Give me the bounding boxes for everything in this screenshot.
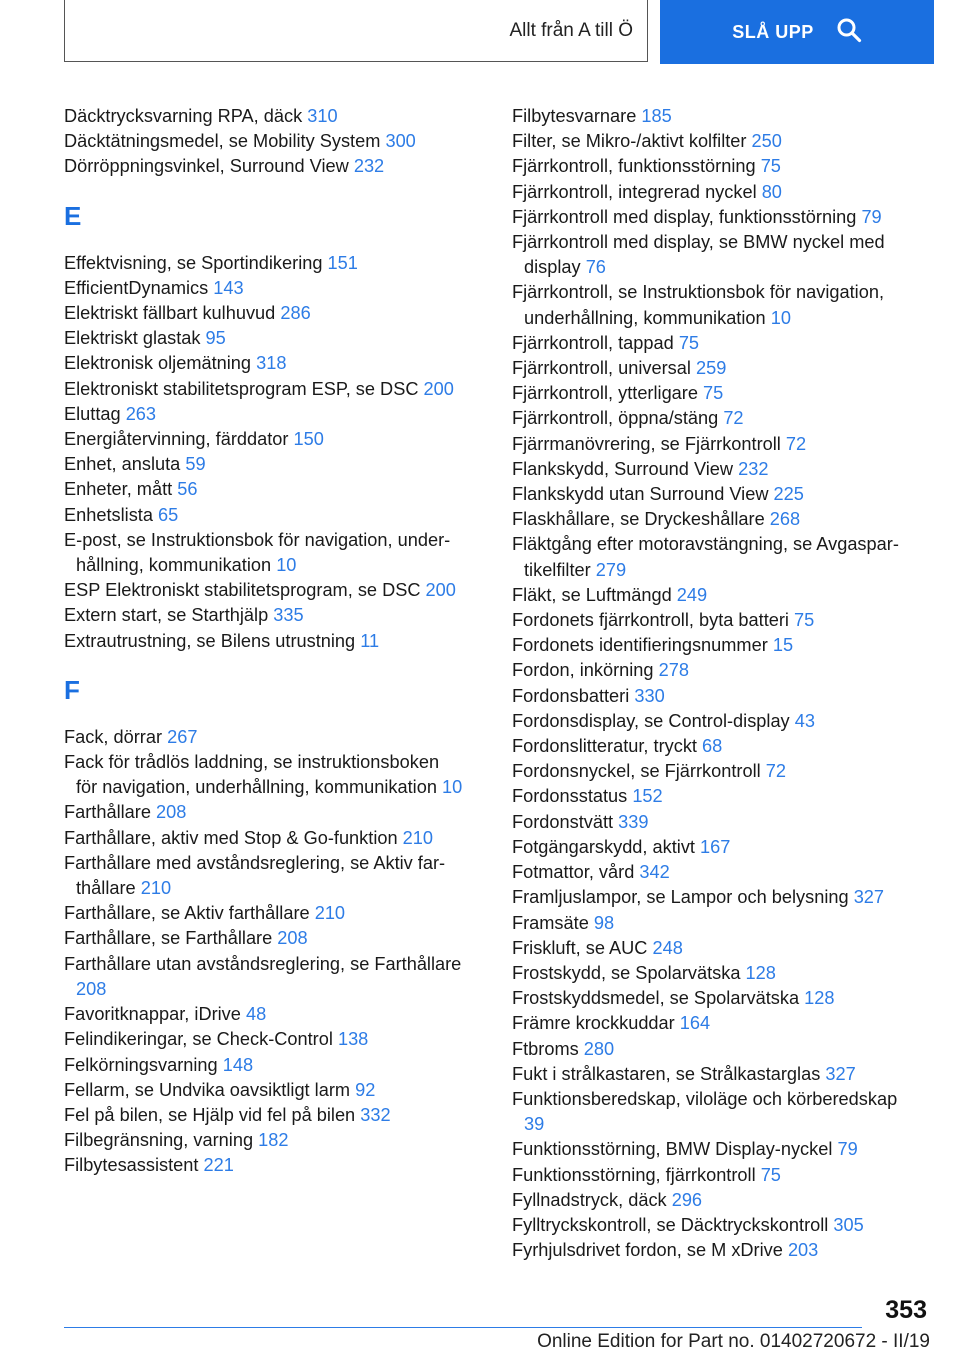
page-link[interactable]: 151 — [327, 252, 358, 273]
index-entry — [512, 684, 922, 709]
index-entry — [64, 1053, 464, 1078]
index-entry-text: Dörröppningsvinkel, Surround View — [64, 156, 349, 177]
index-entry — [64, 800, 464, 825]
index-entry — [64, 603, 464, 628]
page-link[interactable]: 76 — [585, 257, 606, 278]
index-entry-text: Elektroniskt stabilitetsprogram ESP, se DSC — [64, 378, 419, 399]
index-entry-text: Funktionsberedskap, viloläge och körberedskap — [512, 1088, 898, 1109]
index-entry — [64, 1078, 464, 1103]
index-entry-text: Fellarm, se Undvika oavsiktligt larm — [64, 1079, 351, 1100]
index-entry-text: Fotgängarskydd, aktivt — [512, 836, 695, 857]
index-entry — [512, 406, 922, 431]
index-entry — [512, 1163, 922, 1188]
index-entry — [64, 351, 464, 376]
page-link[interactable]: 267 — [167, 726, 198, 747]
footer-edition: Online Edition for Part no. 01402720672 - II/19 — [537, 1331, 930, 1352]
index-entry-text: Fordonslitteratur, tryckt — [512, 736, 697, 757]
index-entry — [64, 427, 464, 452]
index-entry-text: Fack, dörrar — [64, 726, 163, 747]
page-link[interactable]: 249 — [676, 584, 708, 605]
index-entry — [64, 826, 464, 851]
page-link[interactable]: 75 — [760, 1164, 781, 1185]
page-link[interactable]: 259 — [695, 358, 727, 379]
page-link[interactable]: 310 — [307, 106, 338, 126]
page-link[interactable]: 278 — [658, 660, 689, 681]
index-entry-text: Ftbroms — [512, 1038, 579, 1059]
index-entry-text: Fjärrkontroll med display, funktionsstörning — [512, 206, 857, 227]
page-link[interactable]: 72 — [765, 761, 786, 782]
page-link[interactable]: 182 — [258, 1130, 289, 1151]
page-link[interactable]: 210 — [314, 903, 346, 924]
index-entry — [512, 1188, 922, 1213]
page-link[interactable]: 43 — [794, 710, 815, 731]
search-icon — [836, 17, 862, 48]
index-entry-text: Favoritknappar, iDrive — [64, 1004, 241, 1025]
index-entry-text: Felkörningsvarning — [64, 1054, 218, 1075]
page-link[interactable]: 305 — [833, 1214, 864, 1235]
index-entry-text: Fyrhjulsdrivet fordon, se M xDrive — [512, 1240, 783, 1261]
page-link[interactable]: 300 — [385, 131, 416, 152]
index-entry — [64, 1153, 464, 1178]
index-entry — [64, 1103, 464, 1128]
index-entry — [512, 608, 922, 633]
index-entry — [512, 936, 922, 961]
index-entry — [512, 784, 922, 809]
page-link[interactable]: 48 — [245, 1004, 267, 1025]
index-entry — [512, 356, 922, 381]
page-link[interactable]: 248 — [652, 937, 683, 958]
index-entry-text: Främre krockkuddar — [512, 1013, 675, 1034]
index-entry — [512, 129, 922, 154]
index-entry-text: Filter, se Mikro-/aktivt kolfilter — [512, 131, 747, 152]
page-link[interactable]: 92 — [355, 1079, 376, 1100]
index-entry — [64, 129, 464, 154]
index-entry — [64, 251, 464, 276]
index-entry — [512, 1213, 922, 1238]
index-entry — [512, 104, 922, 129]
index-entry-text: E-post, se Instruktionsbok för navigation, underhållning, kommunikation — [64, 529, 451, 576]
index-entry — [512, 180, 922, 205]
index-entry-text: Extern start, se Starthjälp — [64, 605, 269, 626]
index-entry — [512, 961, 922, 986]
index-entry-text: Energiåtervinning, färddator — [64, 429, 289, 450]
index-entry-text: Enheter, mått — [64, 479, 173, 500]
index-entry — [64, 326, 464, 351]
index-entry-text: Fukt i strålkastaren, se Strålkastarglas — [512, 1063, 821, 1084]
page-link[interactable]: 72 — [723, 408, 744, 429]
index-entry — [512, 810, 922, 835]
index-entry-text: Fjärrkontroll med display, se BMW nyckel med display — [512, 232, 885, 278]
index-entry-text: Fotmattor, vård — [512, 862, 635, 883]
page-link[interactable]: 75 — [678, 332, 700, 353]
index-entry-text: Elektriskt fällbart kulhuvud — [64, 303, 276, 324]
page-link[interactable]: 208 — [76, 978, 107, 999]
page-link[interactable]: 75 — [760, 156, 781, 177]
page-link[interactable]: 250 — [751, 131, 782, 152]
index-entry-text: Eluttag — [64, 403, 121, 424]
index-entry-text: Fack för trådlös laddning, se instruktionsboken för navigation, underhållning, kommunikation — [64, 752, 440, 798]
index-entry-text: Fjärrmanövrering, se Fjärrkontroll — [512, 433, 781, 454]
index-entry-text: Fjärrkontroll, öppna/stäng — [512, 408, 719, 429]
page-link[interactable]: 318 — [256, 353, 287, 374]
index-entry — [64, 377, 464, 402]
page-link[interactable]: 72 — [785, 433, 807, 454]
page-link[interactable]: 268 — [769, 509, 801, 530]
page-link[interactable]: 95 — [205, 328, 226, 349]
index-entry-text: Fordonstvätt — [512, 811, 614, 832]
index-entry-text: Flaskhållare, se Dryckeshållare — [512, 509, 765, 530]
index-entry — [64, 851, 464, 901]
index-entry-text: Friskluft, se AUC — [512, 937, 648, 958]
index-entry — [64, 276, 464, 301]
page-link[interactable]: 143 — [213, 277, 244, 298]
page-link[interactable]: 327 — [853, 887, 885, 908]
index-entry-text: Elektriskt glastak — [64, 328, 201, 349]
index-entry — [64, 402, 464, 427]
index-entry — [64, 301, 464, 326]
index-entry — [512, 230, 922, 280]
index-letter-heading: E — [64, 200, 82, 231]
page-link[interactable]: 208 — [277, 928, 308, 949]
page-link[interactable]: 327 — [825, 1063, 856, 1084]
page-link[interactable]: 232 — [353, 156, 385, 177]
page-link[interactable]: 342 — [639, 862, 670, 883]
page-link[interactable]: 339 — [618, 811, 649, 832]
index-entry — [64, 528, 464, 578]
index-entry — [512, 709, 922, 734]
index-entry — [64, 952, 464, 1002]
index-entry-text: Farthållare, aktiv med Stop & Go-funktion — [64, 827, 398, 848]
page-link[interactable]: 59 — [185, 454, 206, 475]
index-entry-text: Filbytesvarnare — [512, 106, 637, 126]
index-entry-text: Felindikeringar, se Check-Control — [64, 1029, 333, 1050]
index-entry — [512, 205, 922, 230]
index-entry — [512, 507, 922, 532]
index-entry-text: Funktionsstörning, BMW Display-nyckel — [512, 1139, 833, 1160]
page-link[interactable]: 279 — [595, 559, 627, 580]
index-entry — [512, 885, 922, 910]
index-entry-text: Frostskyddsmedel, se Spolarvätska — [512, 988, 800, 1009]
a-to-z-label: Allt från A till Ö — [509, 19, 633, 41]
index-entry — [512, 381, 922, 406]
index-entry-text: Flankskydd, Surround View — [512, 458, 734, 479]
index-entry-text: Elektronisk oljemätning — [64, 353, 252, 374]
index-entry — [64, 578, 464, 603]
footer-divider — [64, 1327, 862, 1328]
index-entry-text: Farthållare utan avståndsreglering, se Farthållare — [64, 953, 462, 974]
index-entry — [512, 532, 922, 582]
top-navigation — [64, 0, 934, 64]
page-link[interactable]: 138 — [337, 1029, 369, 1050]
search-label: SLÅ UPP — [732, 21, 814, 42]
index-entry — [512, 1238, 922, 1263]
index-entry-text: EfficientDynamics — [64, 277, 209, 298]
page-link[interactable]: 225 — [773, 484, 804, 505]
index-entry — [64, 750, 464, 800]
a-to-z-button[interactable] — [64, 0, 648, 62]
index-entry — [512, 658, 922, 683]
page-link[interactable]: 263 — [125, 403, 157, 424]
page-link[interactable]: 200 — [425, 580, 456, 601]
index-entry-text: Fylltryckskontroll, se Däcktryckskontroll — [512, 1214, 829, 1235]
page-link[interactable]: 148 — [222, 1054, 254, 1075]
page-link[interactable]: 167 — [700, 836, 731, 857]
index-entry-text: Fordon, inkörning — [512, 660, 654, 681]
page-link[interactable]: 332 — [360, 1104, 391, 1125]
page-link[interactable]: 210 — [140, 878, 172, 899]
page-link[interactable]: 65 — [158, 504, 179, 525]
page-link[interactable]: 185 — [641, 106, 672, 126]
page-link[interactable]: 75 — [794, 610, 815, 631]
page-link[interactable]: 79 — [861, 206, 882, 227]
index-entry-text: Filbegränsning, varning — [64, 1130, 254, 1151]
page-link[interactable]: 128 — [804, 988, 835, 1009]
index-letter-heading: F — [64, 674, 80, 705]
index-entry-text: Fordonsstatus — [512, 786, 628, 807]
index-entry — [64, 1002, 464, 1027]
index-entry-text: Fjärrkontroll, funktionsstörning — [512, 156, 756, 177]
page-link[interactable]: 10 — [770, 307, 791, 328]
index-entry-text: Fyllnadstryck, däck — [512, 1189, 667, 1210]
index-entry — [64, 725, 464, 750]
page-link[interactable]: 98 — [593, 912, 615, 933]
index-entry — [512, 1137, 922, 1162]
index-entry-text: Däcktätningsmedel, se Mobility System — [64, 131, 381, 152]
index-entry — [512, 911, 922, 936]
page-link[interactable]: 164 — [679, 1013, 711, 1034]
index-entry — [512, 734, 922, 759]
index-entry-text: Framljuslampor, se Lampor och belysning — [512, 887, 849, 908]
index-entry — [512, 860, 922, 885]
index-entry-text: Farthållare med avståndsreglering, se Aktiv farthållare — [64, 852, 446, 899]
page-link[interactable]: 335 — [273, 605, 304, 626]
page-link[interactable]: 280 — [583, 1038, 615, 1059]
page-link[interactable]: 152 — [632, 786, 663, 807]
index-entry — [512, 1062, 922, 1087]
index-entry-text: Effektvisning, se Sportindikering — [64, 252, 323, 273]
page-link[interactable]: 56 — [177, 479, 198, 500]
index-entry-text: Flankskydd utan Surround View — [512, 484, 769, 505]
index-entry — [512, 986, 922, 1011]
index-entry — [512, 154, 922, 179]
index-entry-text: Enhetslista — [64, 504, 153, 525]
page-link[interactable]: 128 — [745, 962, 776, 983]
index-entry-text: Farthållare — [64, 802, 151, 823]
index-entry-text: Fläkt, se Luftmängd — [512, 584, 672, 605]
page-link[interactable]: 15 — [772, 635, 794, 656]
page-link[interactable]: 39 — [524, 1114, 545, 1135]
index-entry-text: Fjärrkontroll, ytterligare — [512, 383, 698, 404]
index-entry-text: Funktionsstörning, fjärrkontroll — [512, 1164, 756, 1185]
index-entry — [512, 835, 922, 860]
index-entry — [512, 331, 922, 356]
index-entry-text: Fläktgång efter motoravstängning, se Avgaspartikelfilter — [512, 534, 899, 580]
page-link[interactable]: 75 — [703, 383, 724, 404]
page-link[interactable]: 10 — [442, 777, 463, 798]
index-entry-text: Filbytesassistent — [64, 1155, 199, 1176]
index-entry — [512, 432, 922, 457]
index-entry-text: Extrautrustning, se Bilens utrustning — [64, 630, 356, 651]
index-entry-text: Fordonets fjärrkontroll, byta batteri — [512, 610, 789, 631]
page-link[interactable]: 203 — [787, 1240, 819, 1261]
page-link[interactable]: 232 — [738, 458, 769, 479]
page-link[interactable]: 221 — [203, 1155, 234, 1176]
index-column-right — [512, 104, 922, 1263]
page-link[interactable]: 150 — [293, 429, 324, 450]
index-entry — [64, 629, 464, 654]
index-entry-text: Fjärrkontroll, universal — [512, 358, 691, 379]
index-entry — [512, 759, 922, 784]
search-button[interactable] — [660, 0, 934, 64]
index-entry — [64, 901, 464, 926]
page-link[interactable]: 330 — [634, 685, 665, 706]
page-link[interactable]: 200 — [423, 378, 454, 399]
index-entry-text: ESP Elektroniskt stabilitetsprogram, se DSC — [64, 580, 421, 601]
page-link[interactable]: 286 — [280, 303, 311, 324]
index-entry — [512, 457, 922, 482]
page-link[interactable]: 10 — [276, 555, 297, 576]
index-entry-text: Frostskydd, se Spolarvätska — [512, 962, 741, 983]
index-entry — [64, 926, 464, 951]
page-link[interactable]: 296 — [671, 1189, 703, 1210]
index-entry — [512, 633, 922, 658]
index-entry — [64, 452, 464, 477]
index-column-left — [64, 104, 464, 1179]
index-entry — [512, 482, 922, 507]
index-entry-text: Enhet, ansluta — [64, 454, 181, 475]
index-entry-text: Farthållare, se Farthållare — [64, 928, 273, 949]
page-number: 353 — [885, 1296, 927, 1324]
index-entry — [64, 104, 464, 129]
index-entry-text: Däcktrycksvarning RPA, däck — [64, 106, 303, 126]
index-entry — [512, 1087, 922, 1137]
index-entry-text: Fordonets identifieringsnummer — [512, 635, 768, 656]
index-entry-text: Fel på bilen, se Hjälp vid fel på bilen — [64, 1104, 356, 1125]
page-link[interactable]: 208 — [156, 802, 187, 823]
index-entry-text: Farthållare, se Aktiv farthållare — [64, 903, 310, 924]
index-entry — [512, 1037, 922, 1062]
index-entry — [512, 280, 922, 330]
index-entry-text: Fjärrkontroll, integrerad nyckel — [512, 181, 757, 202]
index-entry — [64, 503, 464, 528]
index-entry — [512, 583, 922, 608]
index-entry — [64, 1027, 464, 1052]
index-entry-text: Fjärrkontroll, tappad — [512, 332, 674, 353]
index-entry-text: Fordonsdisplay, se Control-display — [512, 710, 790, 731]
index-entry — [512, 1011, 922, 1036]
page-link[interactable]: 210 — [402, 827, 434, 848]
page-link[interactable]: 68 — [702, 736, 723, 757]
index-entry-text: Fordonsbatteri — [512, 685, 630, 706]
index-entry-text: Framsäte — [512, 912, 589, 933]
page-link[interactable]: 11 — [360, 630, 380, 651]
index-entry-text: Fjärrkontroll, se Instruktionsbok för navigation, underhållning, kommunikation — [512, 282, 885, 328]
page-link[interactable]: 79 — [837, 1139, 858, 1160]
page-link[interactable]: 80 — [761, 181, 782, 202]
index-entry — [64, 1128, 464, 1153]
index-entry — [64, 477, 464, 502]
index-entry-text: Fordonsnyckel, se Fjärrkontroll — [512, 761, 761, 782]
index-entry — [64, 154, 464, 179]
